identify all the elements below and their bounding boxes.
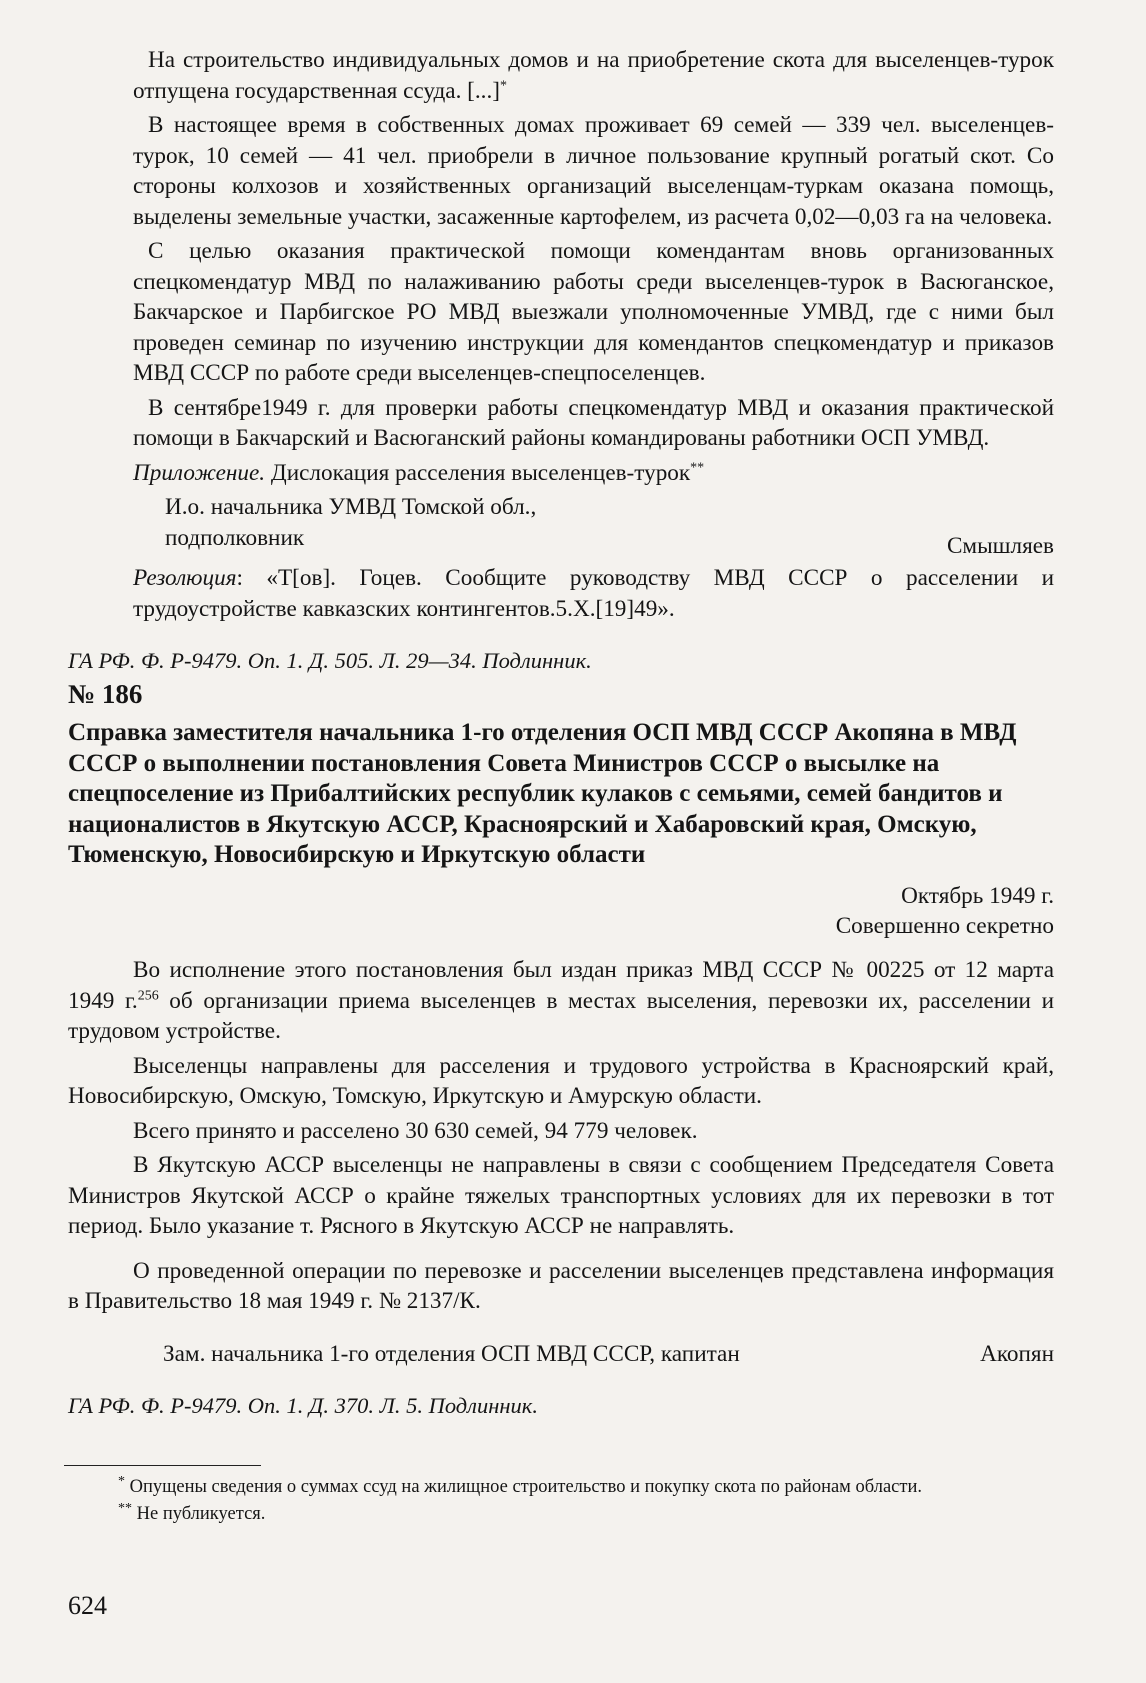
appendix-line: Приложение. Дислокация расселения выселенцев-турок** — [133, 459, 705, 486]
signer-title: Зам. начальника 1-го отделения ОСП МВД СССР, капитан — [163, 1340, 740, 1367]
signer-name: Акопян — [980, 1340, 1054, 1367]
paragraph: В сентябре1949 г. для проверки работы спецкомендатур МВД и оказания практической помощи в Бакчарский и Васюганский районы командированы работники ОСП УМВД. — [133, 394, 1054, 451]
paragraph: О проведенной операции по перевозке и расселении выселенцев представлена информация в Правительство 18 мая 1949 г. № 2137/К. — [68, 1257, 1054, 1314]
archive-source: ГА РФ. Ф. Р-9479. Оп. 1. Д. 370. Л. 5. Подлинник. — [68, 1393, 538, 1418]
signature-line — [133, 523, 1054, 559]
signer-title: И.о. начальника УМВД Томской обл., — [165, 494, 537, 520]
paragraph: С целью оказания практической помощи комендантам вновь организованных спецкомендатур МВД по налаживанию работы среди выселенцев-турок в Васюганское, Бакчарское и Парбигское РО МВД выезжали уполномоченные УМВД, где с ними был проведен семинар по изучению инструкции для комендантов спецкомендатур и приказов МВД СССР по работе среди выселенцев-спецпоселенцев. — [133, 238, 1054, 386]
paragraph: На строительство индивидуальных домов и на приобретение скота для выселенцев-турок отпущена государственная ссуда. [...]* — [133, 47, 1054, 104]
footnote: * Опущены сведения о суммах ссуд на жилищное строительство и покупку скота по районам области. — [118, 1473, 922, 1497]
page-number: 624 — [68, 1591, 107, 1620]
top-section — [68, 45, 1054, 677]
archive-source: ГА РФ. Ф. Р-9479. Оп. 1. Д. 505. Л. 29—34. Подлинник. — [68, 648, 592, 673]
document-date: Октябрь 1949 г. — [901, 882, 1054, 909]
document-title: Справка заместителя начальника 1-го отделения ОСП МВД СССР Акопяна в МВД СССР о выполнении постановления Совета Министров СССР о высылке на спецпоселение из Прибалтийских республик кулаков с семьями, семей бандитов и националистов в Якутскую АССР, Красноярский и Хабаровский края, Омскую, Тюменскую, Новосибирскую и Иркутскую области — [68, 719, 1017, 868]
footnotes — [68, 1475, 1054, 1527]
signature-line — [68, 1339, 1054, 1370]
paragraph: Во исполнение этого постановления был издан приказ МВД СССР № 00225 от 12 марта 1949 г.$^{256}$ об организации приема выселенцев в местах выселения, перевозки их, расселении и трудовом устройстве. — [68, 957, 1054, 1044]
paragraph: Выселенцы направлены для расселения и трудового устройства в Красноярский край, Новосибирскую, Омскую, Томскую, Иркутскую и Амурскую области. — [68, 1052, 1054, 1109]
document-number: № 186 — [68, 679, 143, 709]
document-classification: Совершенно секретно — [835, 913, 1054, 939]
signer-name: Смышляев — [946, 532, 1054, 559]
footnote-separator — [64, 1465, 261, 1466]
paragraph: Всего принято и расселено 30 630 семей, 94 779 человек. — [133, 1117, 698, 1144]
document-186 — [68, 678, 1054, 942]
resolution: Резолюция: «Т[ов]. Гоцев. Сообщите руководству МВД СССР о расселении и трудоустройстве кавказских контингентов.5.X.[19]49». — [133, 565, 1054, 622]
signer-rank: подполковник — [165, 524, 305, 551]
document-186-body — [68, 955, 1054, 1422]
paragraph: В Якутскую АССР выселенцы не направлены в связи с сообщением Председателя Совета Министров Якутской АССР о крайне тяжелых транспортных условиях для их перевозки в тот период. Было указание т. Рясного в Якутскую АССР не направлять. — [68, 1152, 1054, 1239]
paragraph: В настоящее время в собственных домах проживает 69 семей — 339 чел. выселенцев-турок, 10 семей — 41 чел. приобрели в личное пользование крупный рогатый скот. Со стороны колхозов и хозяйственных организаций выселенцам-туркам оказана помощь, выделены земельные участки, засаженные картофелем, из расчета 0,02—0,03 га на человека. — [133, 112, 1054, 230]
footnote: ** Не публикуется. — [118, 1500, 266, 1524]
